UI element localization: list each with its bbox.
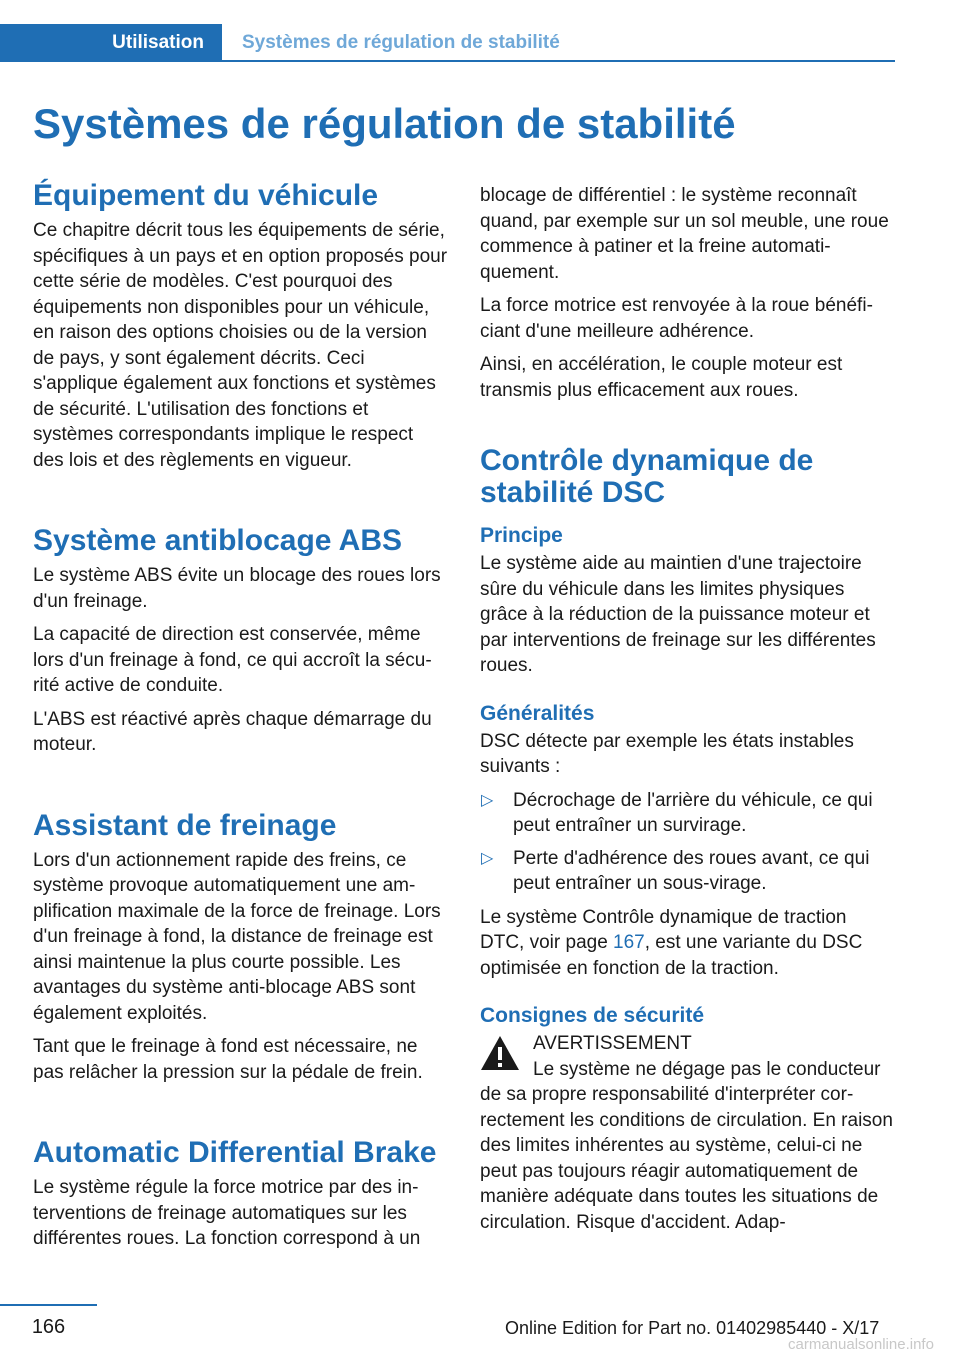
page-number: 166	[31, 1316, 66, 1338]
paragraph: Le système ABS évite un blocage des roues lors d'un freinage.	[33, 565, 441, 612]
paragraph: La capacité de direction est conservée, même lors d'un freinage à fond, ce qui accroît la sécurité active de conduite.	[33, 624, 432, 696]
paragraph: Le système régule la force motrice par des interventions de freinage automatiques sur les différentes roues. La fonction correspond à un	[33, 1177, 421, 1249]
paragraph: Ce chapitre décrit tous les équipements de série, spécifiques à un pays et en option proposés pour cette série de modèles. C'est pourquoi des équipements non disponibles pour un véhicule, en raison des options choisies ou de la version de pays, y sont également décrits. Ceci s'applique également aux fonctions et systèmes de sécurité. L'utilisation des fonctions et systèmes correspondants implique le respect des lois et des règlements en vigueur.	[33, 220, 448, 471]
list-item: ▷ Décrochage de l'arrière du véhicule, ce qui peut entraîner un survirage.	[481, 789, 873, 836]
footer-rule	[0, 1304, 97, 1306]
paragraph: Ainsi, en accélération, le couple moteur est transmis plus efficacement aux roues.	[480, 354, 843, 401]
paragraph: Tant que le freinage à fond est nécessaire, ne pas relâcher la pression sur la pédale de frein.	[33, 1036, 423, 1083]
heading-adb: Automatic Differential Brake	[33, 1136, 437, 1169]
warning-block	[480, 1031, 895, 1235]
warning-triangle-icon	[480, 1035, 520, 1071]
bullet-list	[480, 788, 895, 897]
triangle-bullet-icon: ▷	[481, 791, 494, 809]
paragraph: DSC détecte par exemple les états instables suivants :	[480, 730, 854, 777]
watermark: carmanualsonline.info	[788, 1336, 934, 1353]
heading-equipment: Équipement du véhicule	[33, 179, 379, 212]
paragraph: Lors d'un actionnement rapide des freins, ce système provoque automatiquement une amplification maximale de la force de freinage. Lors d'un freinage à fond, la distance de freinage est ainsi maintenue la plus courte possible. Les avantages du système anti-blocage ABS sont également exploités.	[33, 849, 441, 1024]
section-breadcrumb: Systèmes de régulation de stabilité	[242, 32, 560, 53]
paragraph: La force motrice est renvoyée à la roue bénéficiant d'une meilleure adhérence.	[480, 295, 873, 342]
warning-label: AVERTISSEMENT	[533, 1033, 692, 1054]
subheading-generalites: Généralités	[480, 701, 595, 725]
page-header	[0, 24, 895, 62]
paragraph: L'ABS est réactivé après chaque démarrage du moteur.	[33, 708, 432, 755]
paragraph-dtc: Le système Contrôle dynamique de traction DTC, voir page 167, est une variante du DSC optimisée en fonction de la traction.	[480, 906, 863, 979]
heading-abs: Système antiblocage ABS	[33, 524, 403, 557]
header-rule	[222, 60, 895, 62]
chapter-tab: Utilisation	[0, 24, 222, 62]
list-item: ▷ Perte d'adhérence des roues avant, ce qui peut entraîner un sous-virage.	[481, 847, 870, 894]
subheading-principe: Principe	[480, 524, 563, 547]
left-column	[33, 180, 448, 1260]
subheading-safety: Consignes de sécurité	[480, 1004, 705, 1027]
warning-text: Le système ne dégage pas le conducteur de sa propre responsabilité d'interpréter correctement les conditions de circulation. En raison des limites inhérentes au système, celui-ci ne peut pas toujours réagir automatiquement de manière adéquate dans toutes les situations de circulation. Risque d'accident. Adap-	[480, 1058, 893, 1233]
right-column	[480, 183, 895, 1235]
page-title: Systèmes de régulation de stabilité	[33, 100, 736, 147]
page-reference-link[interactable]: 167	[613, 932, 645, 953]
edition-note: Online Edition for Part no. 01402985440 - X/17	[505, 1318, 880, 1338]
triangle-bullet-icon: ▷	[481, 849, 494, 867]
paragraph: blocage de différentiel : le système reconnaît quand, par exemple sur un sol meuble, une roue commence à patiner et la freine automatiquement.	[480, 185, 889, 283]
heading-dsc: Contrôle dynamique de stabilité DSC	[480, 444, 814, 509]
paragraph: Le système aide au maintien d'une trajectoire sûre du véhicule dans les limites physiques grâce à la réduction de la puissance moteur et par interventions de freinage sur les différentes roues.	[480, 553, 876, 676]
heading-brake-assist: Assistant de freinage	[33, 808, 337, 842]
